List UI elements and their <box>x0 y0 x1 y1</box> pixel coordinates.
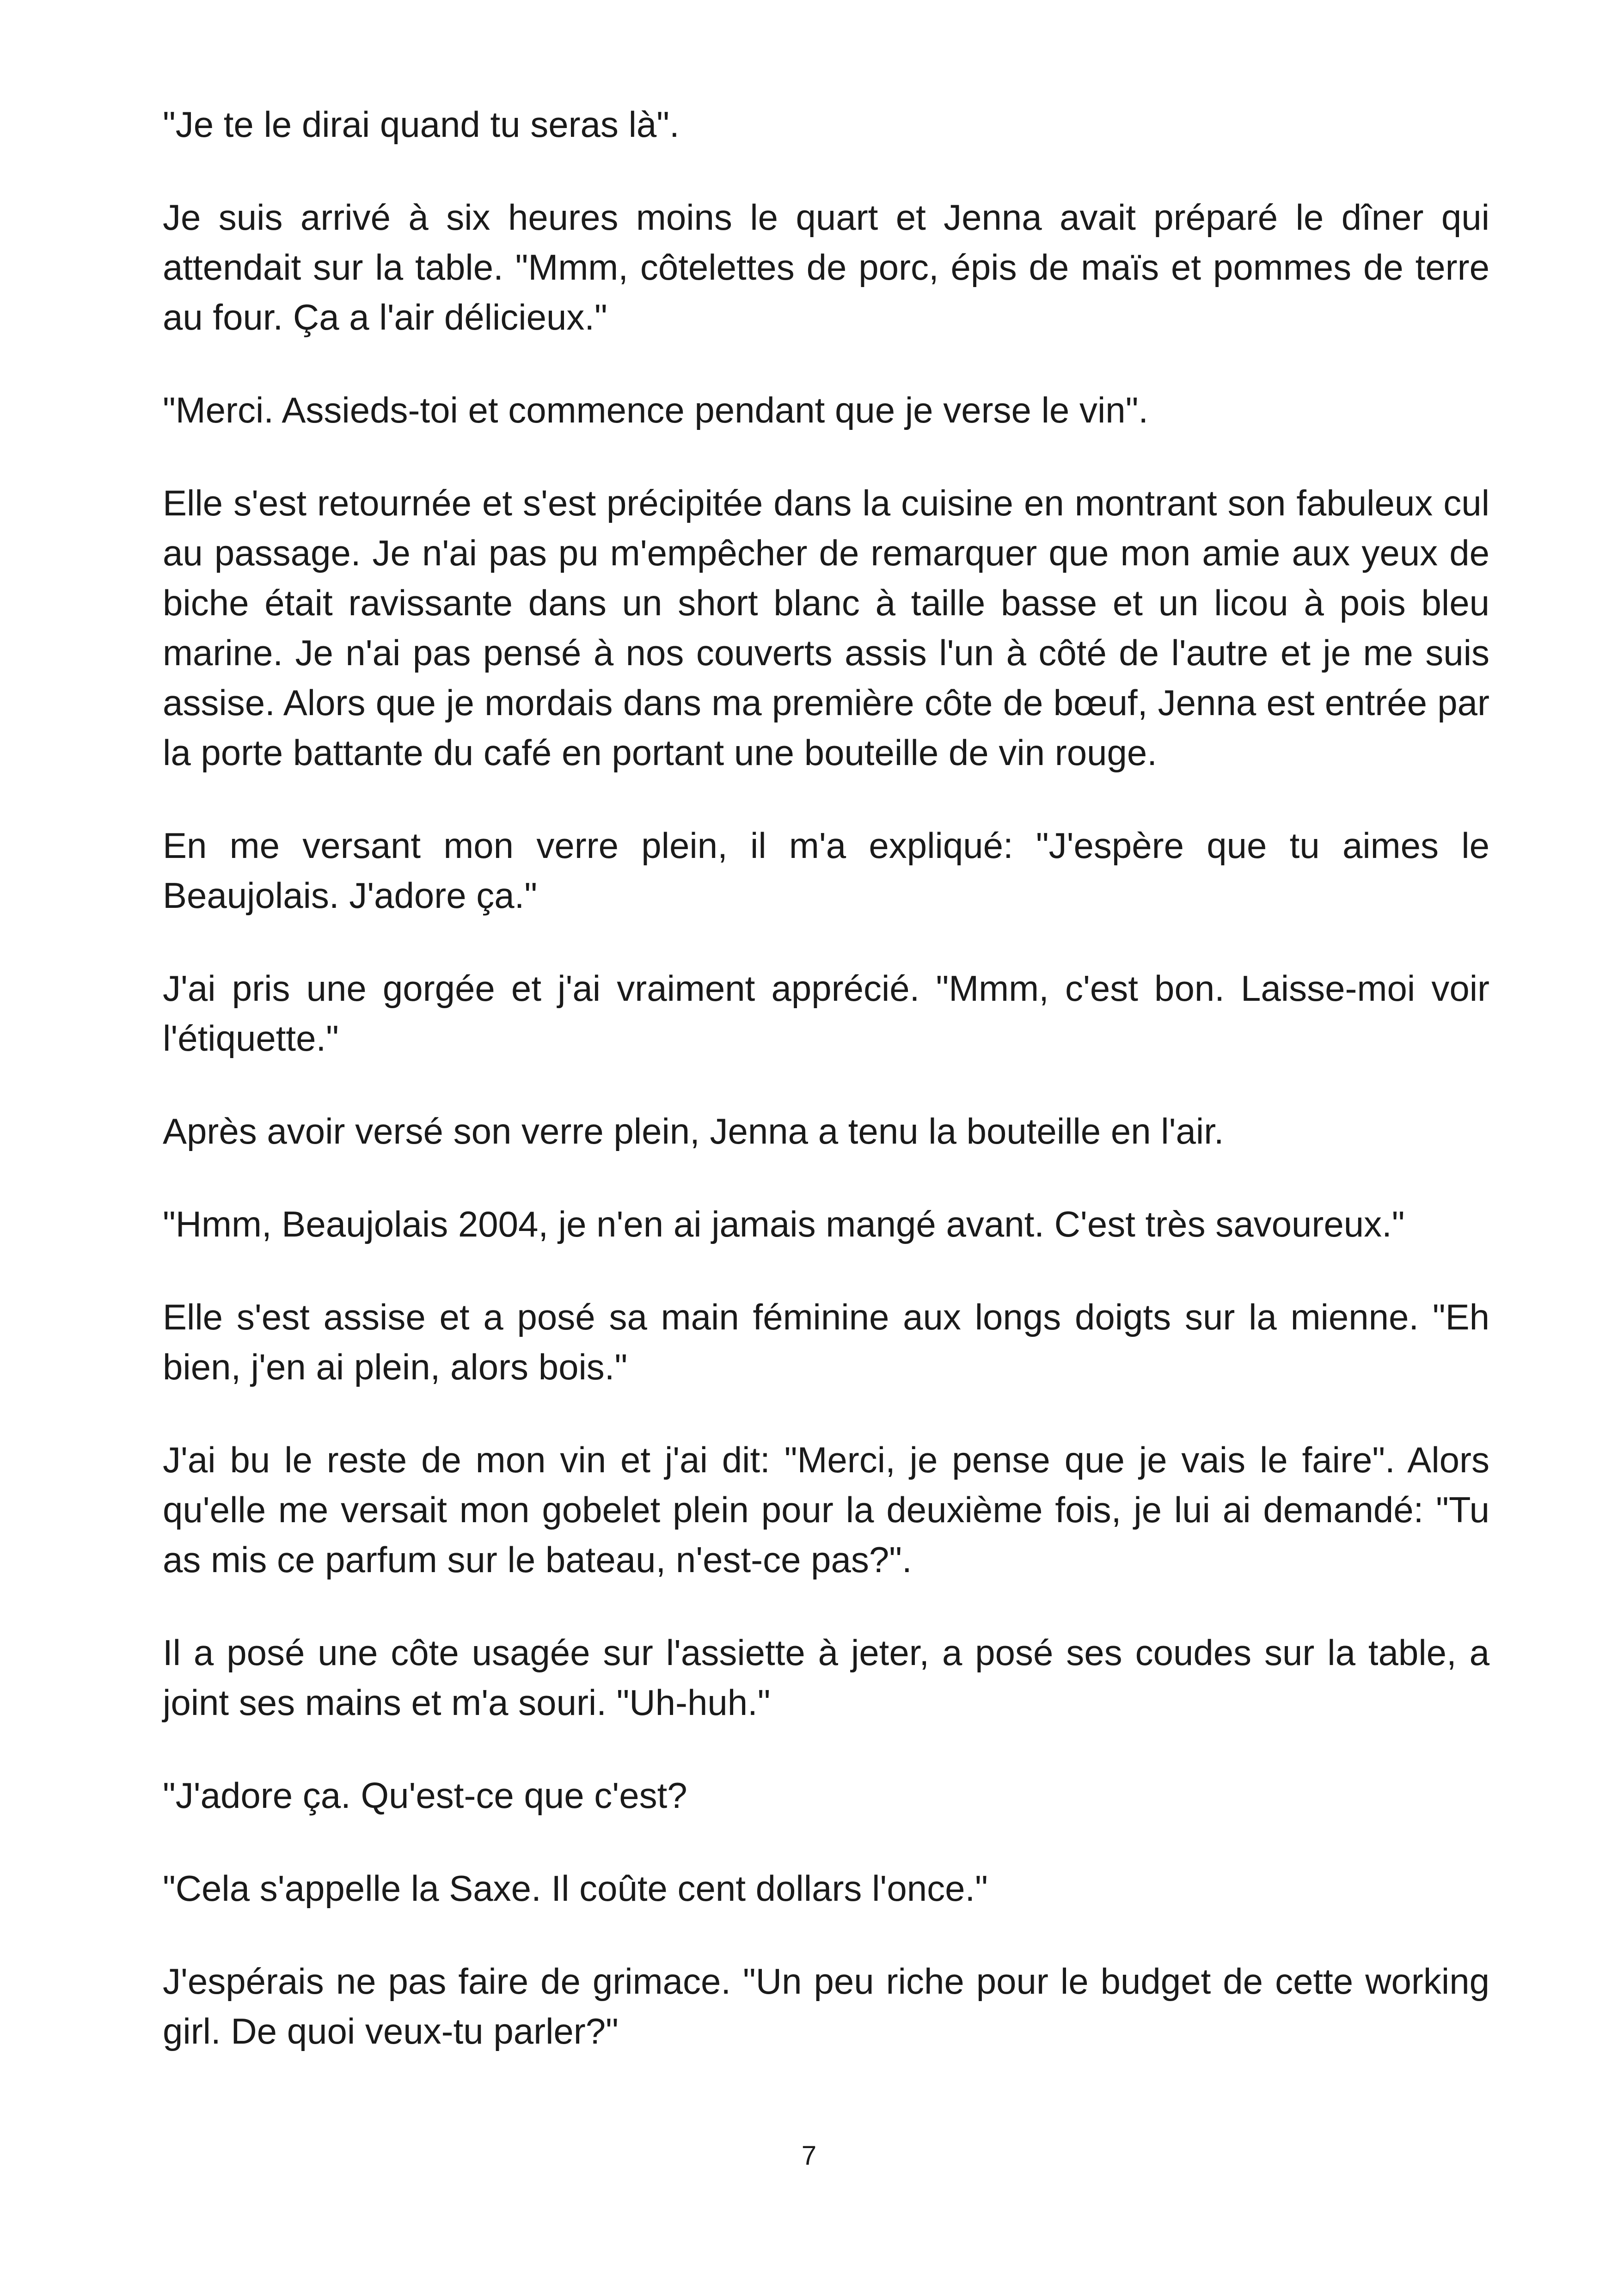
paragraph: Je suis arrivé à six heures moins le quart et Jenna avait préparé le dîner qui attendait sur la table. "Mmm, côtelettes de porc, épis de maïs et pommes de terre au four. Ça a l'air délicieux." <box>163 197 1489 337</box>
body-text <box>163 99 1489 2099</box>
paragraph: "Je te le dirai quand tu seras là". <box>163 104 680 145</box>
paragraph: J'ai bu le reste de mon vin et j'ai dit: "Merci, je pense que je vais le faire". Alors qu'elle me versait mon gobelet plein pour la deuxième fois, je lui ai demandé: "Tu as mis ce parfum sur le bateau, n'est-ce pas?". <box>163 1439 1489 1580</box>
paragraph: J'ai pris une gorgée et j'ai vraiment apprécié. "Mmm, c'est bon. Laisse-moi voir l'étiquette." <box>163 968 1489 1059</box>
paragraph: Après avoir versé son verre plein, Jenna a tenu la bouteille en l'air. <box>163 1111 1224 1151</box>
paragraph: "Cela s'appelle la Saxe. Il coûte cent dollars l'once." <box>163 1868 988 1909</box>
page-number: 7 <box>801 2141 817 2171</box>
paragraph: Elle s'est assise et a posé sa main féminine aux longs doigts sur la mienne. "Eh bien, j'en ai plein, alors bois." <box>163 1297 1489 1387</box>
paragraph: Il a posé une côte usagée sur l'assiette à jeter, a posé ses coudes sur la table, a joint ses mains et m'a souri. "Uh-huh." <box>163 1632 1489 1723</box>
paragraph: Elle s'est retournée et s'est précipitée dans la cuisine en montrant son fabuleux cul au passage. Je n'ai pas pu m'empêcher de remarquer que mon amie aux yeux de biche était ravissante dans un short blanc à taille basse et un licou à pois bleu marine. Je n'ai pas pensé à nos couverts assis l'un à côté de l'autre et je me suis assise. Alors que je mordais dans ma première côte de bœuf, Jenna est entrée par la porte battante du café en portant une bouteille de vin rouge. <box>163 483 1489 773</box>
paragraph: "Hmm, Beaujolais 2004, je n'en ai jamais mangé avant. C'est très savoureux." <box>163 1204 1405 1244</box>
paragraph: "J'adore ça. Qu'est-ce que c'est? <box>163 1775 687 1816</box>
paragraph: J'espérais ne pas faire de grimace. "Un peu riche pour le budget de cette working girl. De quoi veux-tu parler?" <box>163 1961 1489 2051</box>
paragraph: En me versant mon verre plein, il m'a expliqué: "J'espère que tu aimes le Beaujolais. J'adore ça." <box>163 825 1489 916</box>
paragraph: "Merci. Assieds-toi et commence pendant que je verse le vin". <box>163 390 1149 430</box>
